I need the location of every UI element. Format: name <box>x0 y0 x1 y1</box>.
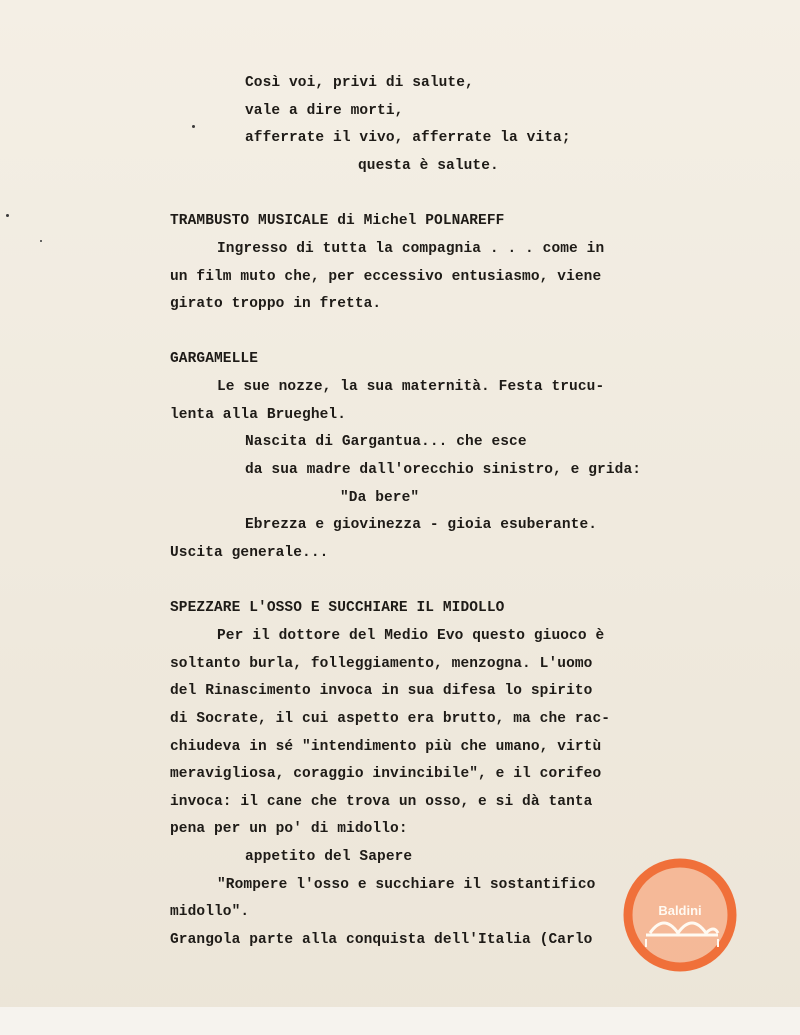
poem-line-3: afferrate il vivo, afferrate la vita; <box>245 130 571 146</box>
baldini-stamp-icon <box>620 855 740 975</box>
spezzare-line-7: invoca: il cane che trova un osso, e si dà tanta <box>170 794 593 810</box>
gargamelle-line-4: da sua madre dall'orecchio sinistro, e grida: <box>245 462 642 478</box>
spezzare-line-5: chiudeva in sé "intendimento più che umano, virtù <box>170 739 602 755</box>
gargamelle-line-5: "Da bere" <box>340 490 420 506</box>
scan-speck <box>192 125 195 128</box>
gargamelle-line-2: lenta alla Brueghel. <box>170 407 347 423</box>
gargamelle-line-6: Ebrezza e giovinezza - gioia esuberante. <box>245 517 598 533</box>
spezzare-line-3: del Rinascimento invoca in sua difesa lo spirito <box>170 683 593 699</box>
spezzare-line-2: soltanto burla, folleggiamento, menzogna. L'uomo <box>170 656 593 672</box>
poem-line-4: questa è salute. <box>358 158 499 174</box>
poem-line-1: Così voi, privi di salute, <box>245 75 474 91</box>
trambusto-line-3: girato troppo in fretta. <box>170 296 382 312</box>
section-title-trambusto: TRAMBUSTO MUSICALE di Michel POLNAREFF <box>170 213 505 229</box>
gargamelle-line-1: Le sue nozze, la sua maternità. Festa trucu- <box>217 379 605 395</box>
section-title-spezzare: SPEZZARE L'OSSO E SUCCHIARE IL MIDOLLO <box>170 600 505 616</box>
gargamelle-line-3: Nascita di Gargantua... che esce <box>245 434 527 450</box>
stamp-name-text: Baldini <box>658 903 702 918</box>
trambusto-line-2: un film muto che, per eccessivo entusiasmo, viene <box>170 269 602 285</box>
spezzare-line-1: Per il dottore del Medio Evo questo giuoco è <box>217 628 605 644</box>
trambusto-line-1: Ingresso di tutta la compagnia . . . come in <box>217 241 605 257</box>
scan-speck <box>6 214 9 217</box>
scan-bottom-margin <box>0 1007 800 1035</box>
poem-line-2: vale a dire morti, <box>245 103 404 119</box>
spezzare-line-12: Grangola parte alla conquista dell'Italia (Carlo <box>170 932 593 948</box>
gargamelle-line-7: Uscita generale... <box>170 545 329 561</box>
section-title-gargamelle: GARGAMELLE <box>170 351 259 367</box>
spezzare-line-9: appetito del Sapere <box>245 849 413 865</box>
spezzare-line-8: pena per un po' di midollo: <box>170 821 408 837</box>
spezzare-line-4: di Socrate, il cui aspetto era brutto, ma che rac- <box>170 711 611 727</box>
spezzare-line-6: meravigliosa, coraggio invincibile", e il corifeo <box>170 766 602 782</box>
spezzare-line-10: "Rompere l'osso e succhiare il sostantifico <box>217 877 596 893</box>
scan-speck <box>40 240 42 242</box>
spezzare-line-11: midollo". <box>170 904 250 920</box>
